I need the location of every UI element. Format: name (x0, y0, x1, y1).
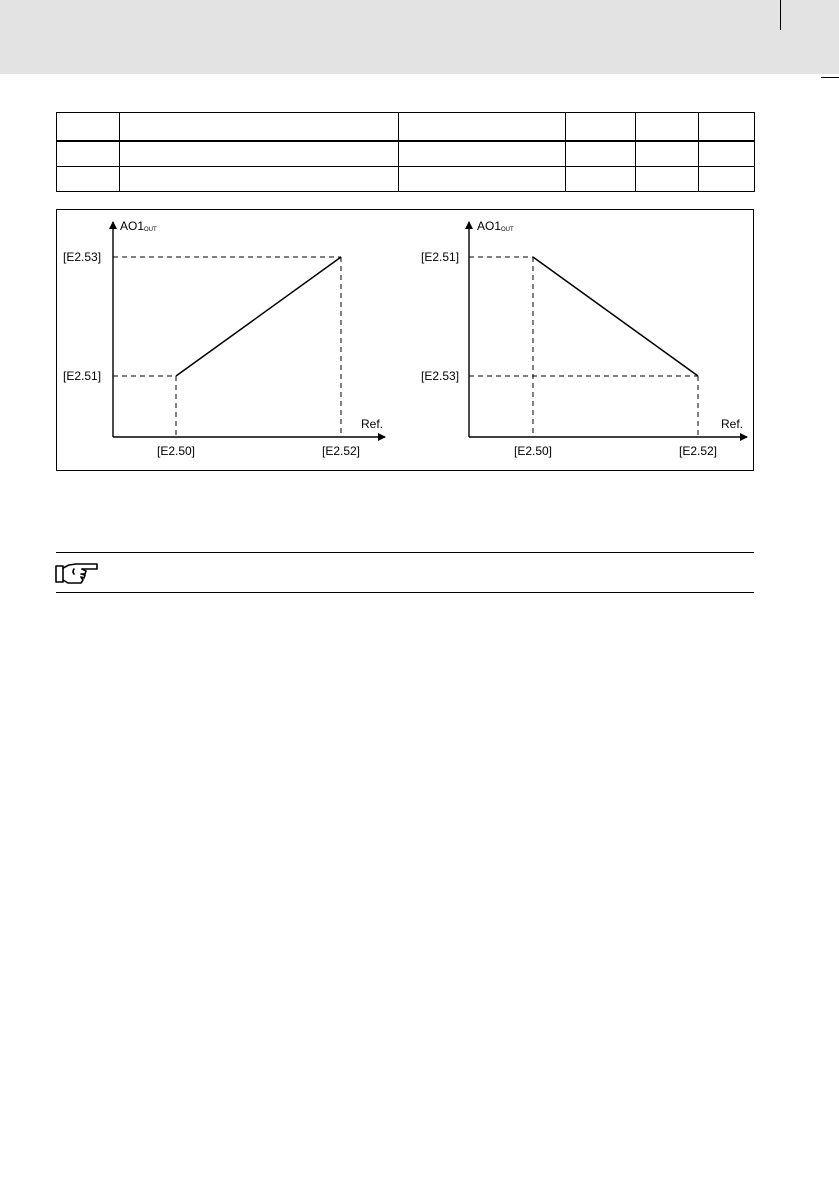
table-cell (566, 141, 636, 167)
analog-output-figure (56, 209, 754, 471)
table-header-cell (699, 113, 755, 142)
left-characteristic-line (176, 257, 341, 376)
right-y-tick-bottom: [E2.53] (421, 369, 460, 383)
right-diagram (421, 219, 747, 458)
table-header-cell (120, 113, 399, 142)
table-cell (699, 141, 755, 167)
table-header-cell (57, 113, 120, 142)
analog-output-diagrams (57, 210, 753, 470)
table-row (57, 167, 755, 192)
crop-mark-horizontal (821, 77, 839, 78)
right-characteristic-line (533, 257, 698, 376)
left-x-tick-right: [E2.52] (321, 444, 361, 458)
right-x-axis-label: Ref. (721, 417, 744, 431)
table-header-cell (566, 113, 636, 142)
table-cell (699, 167, 755, 192)
right-y-axis-label: AO1OUT (477, 219, 514, 233)
table-cell (636, 141, 699, 167)
table-header-cell (636, 113, 699, 142)
table-row (57, 141, 755, 167)
table-cell (57, 141, 120, 167)
left-y-tick-bottom: [E2.51] (63, 369, 102, 383)
pointing-hand-icon (54, 560, 100, 586)
table-cell (120, 141, 399, 167)
table-header-row (57, 113, 755, 142)
note-divider-top (56, 552, 754, 553)
right-x-tick-left: [E2.50] (513, 444, 553, 458)
table-header-cell (399, 113, 566, 142)
table-cell (399, 167, 566, 192)
left-diagram (63, 219, 385, 458)
table-cell (57, 167, 120, 192)
table-cell (636, 167, 699, 192)
right-y-tick-top: [E2.51] (421, 250, 460, 264)
table-cell (120, 167, 399, 192)
table-cell (399, 141, 566, 167)
right-x-tick-right: [E2.52] (678, 444, 718, 458)
crop-mark-vertical (780, 0, 781, 30)
page-header-band (0, 0, 839, 74)
parameter-table (56, 112, 755, 192)
left-y-tick-top: [E2.53] (63, 250, 102, 264)
left-x-tick-left: [E2.50] (156, 444, 196, 458)
table-cell (566, 167, 636, 192)
note-divider-bottom (56, 592, 754, 593)
left-y-axis-label: AO1OUT (120, 219, 157, 233)
left-x-axis-label: Ref. (361, 417, 384, 431)
